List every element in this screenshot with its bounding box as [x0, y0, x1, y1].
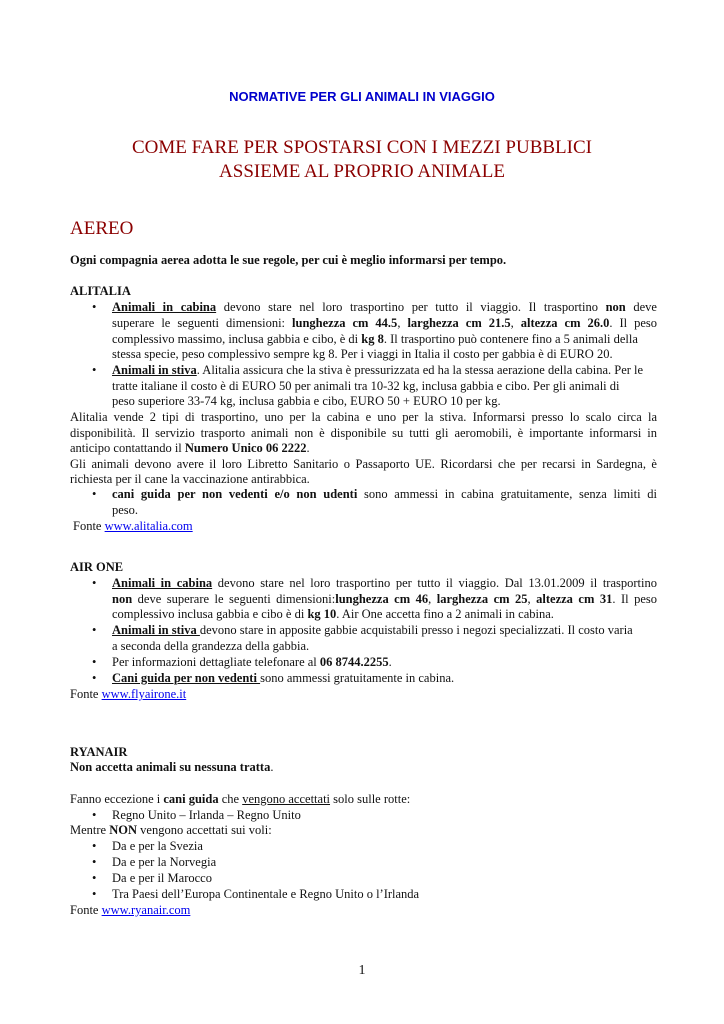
page-number: 1: [358, 963, 366, 978]
intro-text: Ogni compagnia aerea adotta le sue regole, per cui è meglio informarsi per tempo.: [70, 253, 507, 267]
bullet-icon: •: [92, 300, 97, 314]
airone-hold-term: Animali in stiva: [112, 623, 200, 637]
alitalia-hold-line-2: tratte italiane il costo è di EURO 50 per animali tra 10-32 kg, inclusa gabbia e cibo. Per gli animali di: [112, 379, 620, 393]
section-heading-aereo: AEREO: [70, 218, 134, 239]
alitalia-guide-dogs-term: cani guida per non vedenti e/o non udenti: [112, 487, 358, 501]
subtitle-line-2: ASSIEME AL PROPRIO ANIMALE: [219, 161, 505, 182]
ryanair-excluded-item: Da e per la Norvegia: [112, 855, 217, 869]
bullet-icon: •: [92, 839, 97, 853]
alitalia-hold-term: Animali in stiva: [112, 363, 197, 377]
alitalia-para-1-line-3: anticipo contattando il Numero Unico 06 2222.: [70, 441, 310, 455]
airone-phone-line: Per informazioni dettagliate telefonare al 06 8744.2255.: [112, 655, 392, 669]
airone-source: Fonte www.flyairone.it: [70, 687, 187, 701]
ryanair-excluded-item: Da e per il Marocco: [112, 871, 212, 885]
alitalia-cabin-line-4: stessa specie, peso complessivo sempre kg 8. Per i viaggi in Italia il costo per gabbia è di EURO 20.: [112, 347, 613, 361]
alitalia-cabin-term: Animali in cabina: [112, 300, 217, 314]
bullet-icon: •: [92, 855, 97, 869]
airone-cabin-line-3: complessivo inclusa gabbia e cibo è di kg 10. Air One accetta fino a 2 animali in cabina.: [112, 607, 554, 621]
alitalia-para-2-line-2: richiesta per il cane la vaccinazione antirabbica.: [70, 472, 310, 486]
alitalia-hold-line-3: peso superiore 33-74 kg, inclusa gabbia e cibo, EURO 50 + EURO 10 per kg.: [112, 394, 501, 408]
bullet-icon: •: [92, 887, 97, 901]
ryanair-route: Regno Unito – Irlanda – Regno Unito: [112, 808, 301, 822]
ryanair-exclusion-line: Mentre NON vengono accettati sui voli:: [70, 823, 272, 837]
airone-cabin-line-2: non deve superare le seguenti dimensioni:lunghezza cm 46, larghezza cm 25, altezza cm 31. Il peso: [112, 592, 657, 606]
alitalia-source: Fonte www.alitalia.com: [73, 519, 193, 533]
ryanair-source-link[interactable]: www.ryanair.com: [101, 903, 191, 917]
alitalia-cabin-line-3: complessivo massimo, inclusa gabbia e cibo, è di kg 8. Il trasportino può contenere fino a 5 animali della: [112, 332, 638, 346]
ryanair-source: Fonte www.ryanair.com: [70, 903, 191, 917]
bullet-icon: •: [92, 871, 97, 885]
airone-hold-line-2: a seconda della grandezza della gabbia.: [112, 639, 310, 653]
alitalia-cabin-line-1: Animali in cabina devono stare nel loro trasportino per tutto il viaggio. Il trasportino non deve: [112, 300, 657, 314]
alitalia-hold-line-1: Animali in stiva. Alitalia assicura che la stiva è pressurizzata ed ha la stessa aerazione della cabina. Per le: [112, 363, 644, 377]
alitalia-para-1-line-2: disponibilità. Il servizio trasporto animali non è disponibile su tutti gli aeromobili, è importante informarsi in: [70, 426, 657, 440]
alitalia-para-2-line-1: Gli animali devono avere il loro Libretto Sanitario o Passaporto UE. Ricordarsi che per recarsi in Sardegna, è: [70, 457, 657, 471]
bullet-icon: •: [92, 363, 97, 377]
bullet-icon: •: [92, 808, 97, 822]
alitalia-source-link[interactable]: www.alitalia.com: [104, 519, 193, 533]
alitalia-guide-dogs-line-1: cani guida per non vedenti e/o non udenti sono ammessi in cabina gratuitamente, senza limiti di: [112, 487, 657, 501]
airone-guide-dogs-line: Cani guida per non vedenti sono ammessi gratuitamente in cabina.: [112, 671, 455, 685]
airone-phone-number: 06 8744.2255: [319, 655, 389, 669]
ryanair-subheading: Non accetta animali su nessuna tratta.: [70, 760, 274, 774]
bullet-icon: •: [92, 655, 97, 669]
ryanair-heading: RYANAIR: [70, 745, 128, 759]
alitalia-para-1-line-1: Alitalia vende 2 tipi di trasportino, uno per la cabina e uno per la stiva. Informarsi presso lo scalo circa la: [70, 410, 657, 424]
ryanair-exception-line: Fanno eccezione i cani guida che vengono accettati solo sulle rotte:: [70, 792, 411, 806]
ryanair-excluded-item: Da e per la Svezia: [112, 839, 203, 853]
alitalia-guide-dogs-line-2: peso.: [112, 503, 139, 517]
bullet-icon: •: [92, 576, 97, 590]
document-title: NORMATIVE PER GLI ANIMALI IN VIAGGIO: [229, 89, 495, 104]
ryanair-excluded-item: Tra Paesi dell’Europa Continentale e Regno Unito o l’Irlanda: [112, 887, 420, 901]
airone-cabin-term: Animali in cabina: [112, 576, 213, 590]
bullet-icon: •: [92, 671, 97, 685]
subtitle-line-1: COME FARE PER SPOSTARSI CON I MEZZI PUBBLICI: [132, 137, 592, 158]
airone-source-link[interactable]: www.flyairone.it: [101, 687, 187, 701]
airone-cabin-line-1: Animali in cabina devono stare nel loro trasportino per tutto il viaggio. Dal 13.01.2009 il trasportino: [112, 576, 657, 590]
alitalia-heading: ALITALIA: [70, 284, 131, 298]
alitalia-cabin-line-2: superare le seguenti dimensioni: lunghezza cm 44.5, larghezza cm 21.5, altezza cm 26.0. Il peso: [112, 316, 658, 330]
bullet-icon: •: [92, 487, 97, 501]
airone-guide-dogs-term: Cani guida per non vedenti: [112, 671, 261, 685]
bullet-icon: •: [92, 623, 97, 637]
airone-heading: AIR ONE: [70, 560, 124, 574]
airone-hold-line-1: Animali in stiva devono stare in apposite gabbie acquistabili presso i negozi specializzati. Il costo varia: [112, 623, 633, 637]
